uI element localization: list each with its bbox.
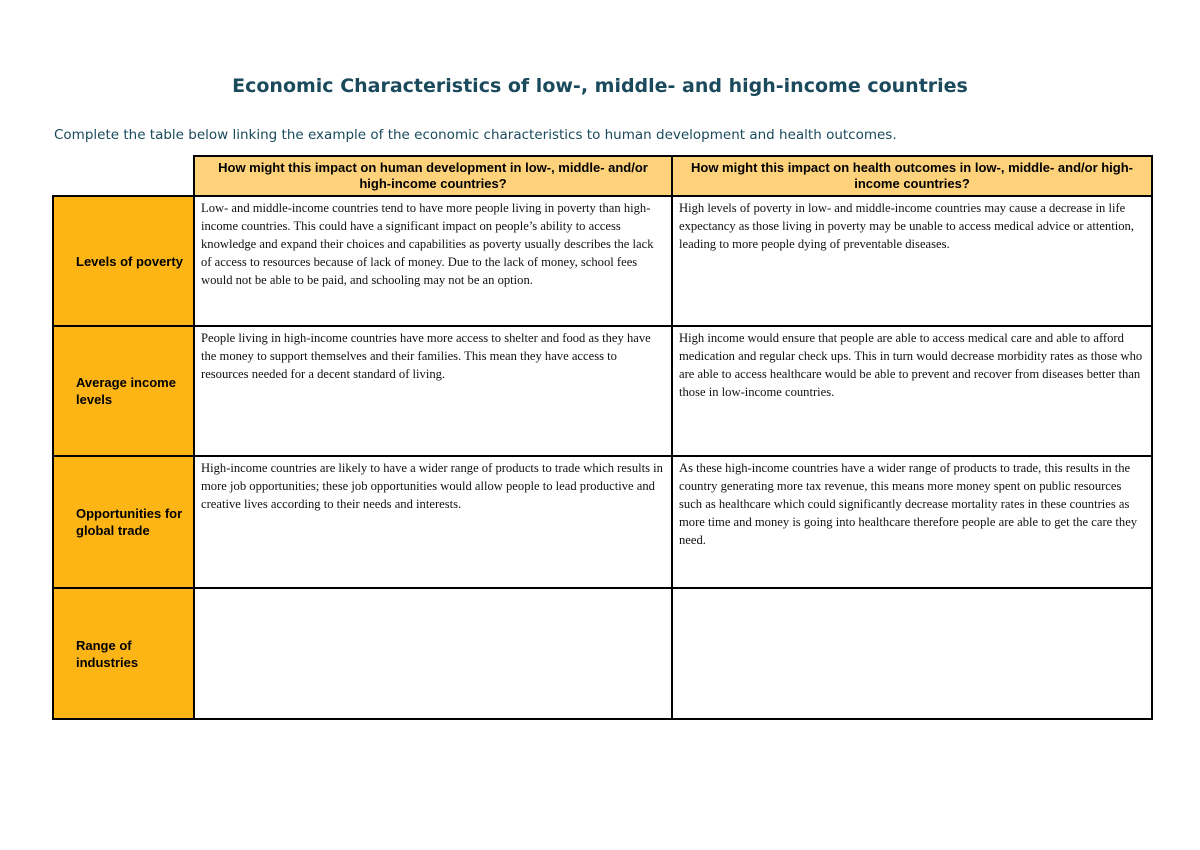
empty-answer-cell[interactable] bbox=[194, 588, 672, 719]
row-header-average-income-levels: Average income levels bbox=[53, 326, 194, 456]
table-header-row bbox=[53, 156, 1152, 196]
corner-cell bbox=[53, 156, 194, 196]
answer-cell[interactable]: High income would ensure that people are able to access medical care and able to afford medication and regular check ups. This in turn would decrease morbidity rates as those who are able to access healthcare would be able to prevent and recover from diseases better than those in low-income countries. bbox=[672, 326, 1152, 456]
answer-cell[interactable]: Low- and middle-income countries tend to have more people living in poverty than high-income countries. This could have a significant impact on people’s ability to access knowledge and expand their choices and capabilities as poverty usually describes the lack of access to resources because of lack of money. Due to the lack of money, school fees would not be able to be paid, and schooling may not be an option. bbox=[194, 196, 672, 326]
answer-cell[interactable]: As these high-income countries have a wider range of products to trade, this results in the country generating more tax revenue, this means more money spent on public resources such as healthcare which could significantly decrease mortality rates in these countries as more time and money is going into healthcare therefore people are able to get the care they need. bbox=[672, 456, 1152, 588]
table-row bbox=[53, 456, 1152, 588]
row-header-range-of-industries: Range of industries bbox=[53, 588, 194, 719]
row-header-levels-of-poverty: Levels of poverty bbox=[53, 196, 194, 326]
column-header-human-development: How might this impact on human development in low-, middle- and/or high-income countries? bbox=[194, 156, 672, 196]
document-title: Economic Characteristics of low-, middle- and high-income countries bbox=[232, 75, 968, 97]
table-row bbox=[53, 588, 1152, 719]
instruction-text: Complete the table below linking the example of the economic characteristics to human development and health outcomes. bbox=[54, 127, 897, 143]
table-row bbox=[53, 326, 1152, 456]
answer-cell[interactable]: High levels of poverty in low- and middle-income countries may cause a decrease in life expectancy as those living in poverty may be unable to access medical advice or attention, leading to more people dying of preventable diseases. bbox=[672, 196, 1152, 326]
answer-cell[interactable]: High-income countries are likely to have a wider range of products to trade which results in more job opportunities; these job opportunities would allow people to lead productive and creative lives according to their needs and interests. bbox=[194, 456, 672, 588]
row-header-opportunities-for-global-trade: Opportunities for global trade bbox=[53, 456, 194, 588]
answer-cell[interactable]: People living in high-income countries have more access to shelter and food as they have the money to support themselves and their families. This mean they have access to resources needed for a decent standard of living. bbox=[194, 326, 672, 456]
characteristics-table bbox=[52, 155, 1153, 720]
table-row bbox=[53, 196, 1152, 326]
empty-answer-cell[interactable] bbox=[672, 588, 1152, 719]
column-header-health-outcomes: How might this impact on health outcomes in low-, middle- and/or high-income countries? bbox=[672, 156, 1152, 196]
